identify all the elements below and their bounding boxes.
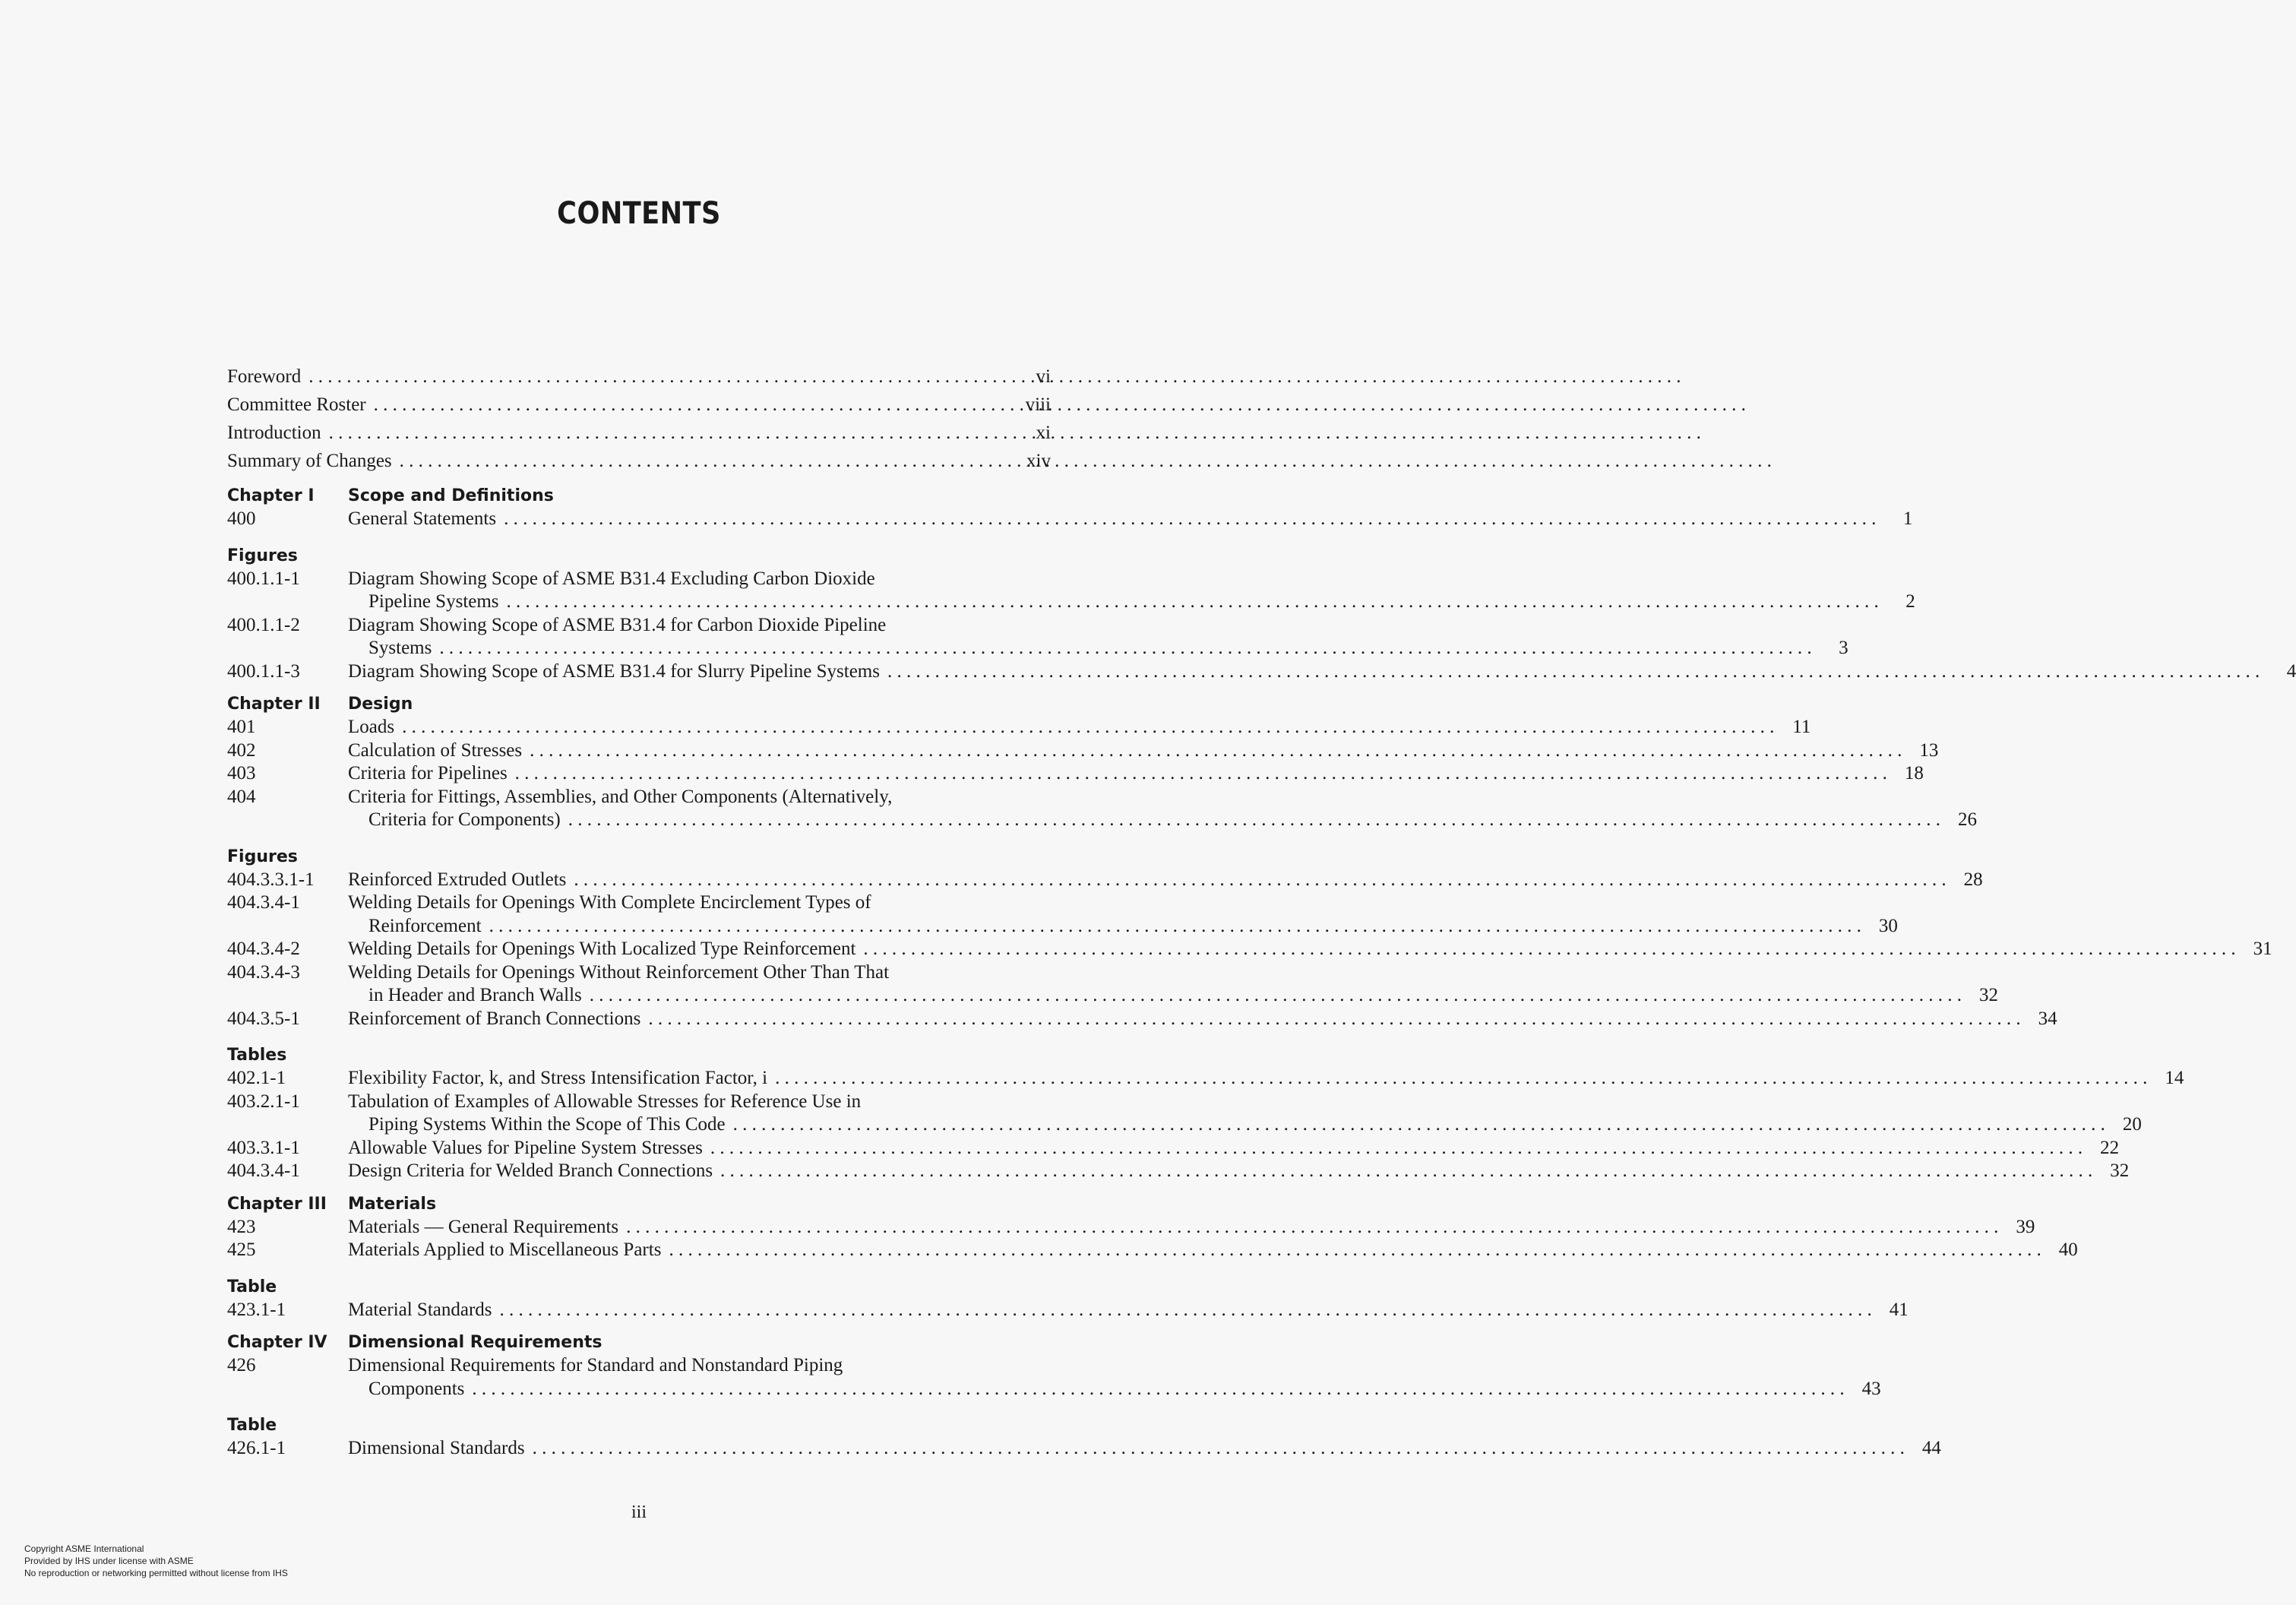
page-ref: 34 (2038, 1008, 2057, 1029)
dot-leader (669, 1239, 2041, 1262)
entry-title-line (348, 984, 1998, 1008)
entry-title-line (348, 637, 1849, 660)
toc-entry-introduction[interactable] (227, 419, 1051, 447)
entry-title-line (348, 762, 1924, 786)
chapter-section (227, 484, 2296, 683)
section-number: 426 (227, 1355, 256, 1375)
chapter-label: Chapter II (227, 695, 321, 714)
section-number: 403.2.1-1 (227, 1091, 300, 1112)
dot-leader (863, 938, 2235, 961)
section-number: 400 (227, 508, 256, 529)
page-ref: 39 (2016, 1216, 2035, 1237)
entry-body (348, 938, 2272, 961)
entry-title: Systems (368, 638, 432, 658)
toc-entry[interactable] (227, 891, 1898, 938)
list-group (227, 1043, 2184, 1183)
chapter-heading (227, 1331, 1051, 1354)
dot-leader (500, 1299, 1872, 1322)
list-group (227, 1275, 1909, 1322)
chapter-title: Materials (348, 1194, 437, 1214)
dot-leader (489, 915, 1861, 939)
entry-title-line (348, 508, 1912, 531)
page-ref: 14 (2165, 1068, 2184, 1088)
dot-leader (472, 1378, 1844, 1401)
entry-body (348, 568, 1915, 614)
table-of-contents (227, 362, 2296, 1461)
copyright-footer (24, 1543, 288, 1579)
entry-title-line (348, 1008, 2057, 1031)
entry-title-line: Diagram Showing Scope of ASME B31.4 Excluding Carbon Dioxide (348, 568, 875, 589)
page-ref: 41 (1889, 1299, 1909, 1320)
entry-title: Calculation of Stresses (348, 739, 523, 761)
entry-title-line (348, 1137, 2119, 1160)
dot-leader (775, 1067, 2147, 1091)
entry-title: Reinforced Extruded Outlets (348, 869, 567, 890)
page-ref: xi (1036, 423, 1051, 443)
section-number: 426.1-1 (227, 1438, 286, 1458)
entry-title-line (348, 716, 1811, 739)
entry-body (348, 1437, 1941, 1461)
entry-body (348, 786, 1977, 832)
toc-entry[interactable] (227, 660, 2296, 684)
dot-leader (515, 762, 1887, 786)
dot-leader (590, 984, 1962, 1008)
entry-title-line: Diagram Showing Scope of ASME B31.4 for Carbon Dioxide Pipeline (348, 614, 887, 635)
chapter-section (227, 692, 2272, 1183)
toc-entry[interactable] (227, 1008, 2057, 1031)
toc-entry[interactable] (227, 1216, 2035, 1239)
footer-line: No reproduction or networking permitted without license from IHS (24, 1568, 288, 1578)
entry-title-line: Welding Details for Openings With Complete Encirclement Types of (348, 892, 871, 913)
list-group (227, 1413, 1941, 1461)
entry-title-line (348, 660, 2296, 684)
toc-entry[interactable] (227, 1299, 1909, 1322)
section-number: 404.3.3.1-1 (227, 869, 315, 890)
entry-title-line (348, 1299, 1909, 1322)
dot-leader (329, 419, 1014, 447)
section-number: 404.3.4-2 (227, 939, 300, 959)
entry-title: in Header and Branch Walls (368, 985, 582, 1005)
section-number: 402 (227, 739, 256, 761)
group-heading: Figures (227, 546, 298, 565)
entry-body (348, 1091, 2142, 1137)
page-ref: 2 (1905, 591, 1915, 612)
section-number: 400.1.1-2 (227, 614, 300, 635)
chapter-heading (227, 692, 1051, 716)
page-ref: 11 (1792, 717, 1811, 737)
toc-entry[interactable] (227, 716, 1811, 739)
entry-body (348, 1160, 2129, 1183)
toc-entry[interactable] (227, 1137, 2120, 1160)
page-ref: 3 (1839, 638, 1849, 658)
entry-title-line: Tabulation of Examples of Allowable Stresses for Reference Use in (348, 1091, 862, 1112)
section-number: 404.3.5-1 (227, 1008, 300, 1029)
page-ref: 32 (1979, 985, 1999, 1005)
page-ref: xiv (1026, 451, 1051, 471)
section-number: 400.1.1-1 (227, 568, 300, 589)
dot-leader (710, 1137, 2083, 1160)
section-number: 400.1.1-3 (227, 660, 300, 682)
entry-body (348, 614, 1849, 660)
toc-entry[interactable] (227, 786, 1977, 832)
chapter-title: Dimensional Requirements (348, 1333, 602, 1352)
section-number: 404.3.4-1 (227, 892, 300, 913)
dot-leader (887, 660, 2260, 684)
dot-leader (574, 869, 1946, 892)
page-ref: 30 (1878, 915, 1898, 936)
entry-title-line (348, 915, 1898, 939)
section-number: 404.3.4-1 (227, 1160, 300, 1181)
dot-leader (626, 1216, 1998, 1239)
group-heading: Figures (227, 847, 298, 866)
entry-title: Reinforcement of Branch Connections (348, 1008, 641, 1029)
section-number: 423 (227, 1216, 256, 1237)
entry-title: General Statements (348, 508, 497, 529)
entry-title: Loads (348, 717, 395, 737)
entry-title: Summary of Changes (227, 451, 392, 471)
page-ref: 32 (2110, 1160, 2130, 1181)
entry-body (348, 1239, 2078, 1262)
entry-title: Material Standards (348, 1299, 492, 1320)
group-heading: Table (227, 1277, 277, 1296)
section-number: 404.3.4-3 (227, 961, 300, 983)
dot-leader (504, 508, 1876, 531)
section-number: 402.1-1 (227, 1068, 286, 1088)
entry-body (348, 762, 1924, 786)
toc-entry[interactable] (227, 961, 1999, 1008)
page-ref: 28 (1963, 869, 1983, 890)
dot-leader (400, 447, 1013, 475)
entry-title: Foreword (227, 366, 302, 387)
dot-leader (374, 391, 1012, 419)
entry-body (348, 1299, 1909, 1322)
entry-title: Components (368, 1378, 465, 1399)
dot-leader (530, 739, 1902, 763)
toc-entry[interactable] (227, 614, 1849, 660)
page-ref: 22 (2100, 1137, 2120, 1158)
dot-leader (402, 716, 1774, 739)
section-number: 401 (227, 717, 256, 737)
entry-title: Materials — General Requirements (348, 1216, 619, 1237)
list-group (227, 845, 2272, 1031)
footer-line: Provided by IHS under license with ASME (24, 1556, 194, 1566)
entry-title-line (348, 1216, 2035, 1239)
footer-line: Copyright ASME International (24, 1543, 144, 1554)
entry-title: Criteria for Components) (368, 809, 561, 830)
dot-leader (648, 1008, 2020, 1031)
chapter-title: Scope and Definitions (348, 486, 554, 505)
chapter-section (227, 1192, 2078, 1322)
entry-body (348, 1216, 2035, 1239)
entry-title-line (348, 1239, 2078, 1262)
chapter-label: Chapter III (227, 1194, 327, 1214)
entry-title-line (348, 1113, 2142, 1137)
section-number: 425 (227, 1239, 256, 1260)
entry-body (348, 716, 1811, 739)
section-number: 404 (227, 786, 256, 807)
entry-title: Dimensional Standards (348, 1438, 525, 1458)
entry-title-line (348, 1437, 1941, 1461)
chapter-title: Design (348, 695, 413, 714)
toc-entry-foreword[interactable] (227, 362, 1051, 391)
page-ref: 43 (1861, 1378, 1881, 1399)
page-ref: 26 (1957, 809, 1977, 830)
dot-leader (507, 590, 1879, 614)
dot-leader (720, 1160, 2092, 1183)
entry-title: Introduction (227, 423, 321, 443)
entry-title-line: Criteria for Fittings, Assemblies, and Other Components (Alternatively, (348, 786, 893, 807)
page-title: CONTENTS (557, 196, 721, 231)
dot-leader (568, 809, 1940, 832)
toc-entry[interactable] (227, 1160, 2130, 1183)
entry-title-line (348, 1378, 1881, 1401)
entry-title: Reinforcement (368, 915, 482, 936)
entry-title: Pipeline Systems (368, 591, 499, 612)
toc-entry[interactable] (227, 739, 1939, 763)
entry-body (348, 961, 1998, 1008)
dot-leader (308, 362, 1014, 391)
entry-body (348, 739, 1938, 763)
toc-entry[interactable] (227, 568, 1915, 614)
toc-entry[interactable] (227, 938, 2272, 961)
toc-entry[interactable] (227, 762, 1924, 786)
entry-title-line (348, 938, 2272, 961)
chapter-label: Chapter I (227, 486, 315, 505)
entry-title-line: Welding Details for Openings Without Reinforcement Other Than That (348, 961, 890, 983)
entry-title-line (348, 590, 1915, 614)
section-number: 403.3.1-1 (227, 1137, 300, 1158)
chapter-heading (227, 1192, 1051, 1216)
entry-title-line (348, 809, 1977, 832)
entry-title: Flexibility Factor, k, and Stress Intensification Factor, i (348, 1068, 768, 1088)
toc-entry[interactable] (227, 1091, 2142, 1137)
toc-entry[interactable] (227, 869, 1983, 892)
page-ref: 4 (2286, 660, 2296, 682)
page-ref: 13 (1919, 739, 1939, 761)
toc-entry[interactable] (227, 1067, 2184, 1091)
entry-body (348, 1008, 2057, 1031)
page-ref: 1 (1902, 508, 1913, 529)
toc-entry[interactable] (227, 508, 1913, 531)
entry-body (348, 891, 1898, 938)
entry-title: Welding Details for Openings With Localized Type Reinforcement (348, 939, 856, 959)
entry-body (348, 1067, 2184, 1091)
toc-entry-summary-of-changes[interactable] (227, 447, 1051, 475)
entry-title: Allowable Values for Pipeline System Stresses (348, 1137, 703, 1158)
chapter-label: Chapter IV (227, 1333, 327, 1352)
entry-title: Piping Systems Within the Scope of This Code (368, 1114, 726, 1135)
entry-title: Criteria for Pipelines (348, 763, 508, 784)
page-number: iii (631, 1502, 647, 1522)
entry-title-line (348, 1067, 2184, 1091)
section-number: 403 (227, 763, 256, 784)
dot-leader (439, 637, 1811, 660)
list-group (227, 544, 2296, 684)
dot-leader (533, 1437, 1905, 1461)
entry-body (348, 508, 1912, 531)
page-ref: 40 (2058, 1239, 2078, 1260)
page-ref: 44 (1921, 1438, 1941, 1458)
toc-entry[interactable] (227, 1354, 1881, 1401)
entry-title-line: Dimensional Requirements for Standard and Nonstandard Piping (348, 1355, 843, 1375)
page-ref: 20 (2122, 1114, 2142, 1135)
entry-body (348, 1137, 2119, 1160)
page-ref: 31 (2253, 939, 2272, 959)
entry-title: Design Criteria for Welded Branch Connections (348, 1160, 713, 1181)
group-heading: Tables (227, 1046, 287, 1065)
entry-body (348, 660, 2296, 684)
chapter-section (227, 1331, 1941, 1461)
toc-entry-committee-roster[interactable] (227, 391, 1051, 419)
toc-entry[interactable] (227, 1437, 1941, 1461)
entry-body (348, 869, 1983, 892)
entry-title: Materials Applied to Miscellaneous Parts (348, 1239, 662, 1260)
entry-title-line (348, 739, 1938, 763)
page-ref: 18 (1904, 763, 1924, 784)
chapter-heading (227, 484, 1051, 508)
page-ref: vi (1036, 366, 1051, 387)
toc-entry[interactable] (227, 1239, 2078, 1262)
entry-title-line (348, 1160, 2129, 1183)
group-heading: Table (227, 1416, 277, 1435)
entry-title: Committee Roster (227, 394, 366, 415)
dot-leader (733, 1113, 2105, 1137)
entry-title: Diagram Showing Scope of ASME B31.4 for Slurry Pipeline Systems (348, 660, 880, 682)
entry-body (348, 1354, 1881, 1401)
section-number: 423.1-1 (227, 1299, 286, 1320)
entry-title-line (348, 869, 1983, 892)
page-ref: viii (1025, 394, 1051, 415)
